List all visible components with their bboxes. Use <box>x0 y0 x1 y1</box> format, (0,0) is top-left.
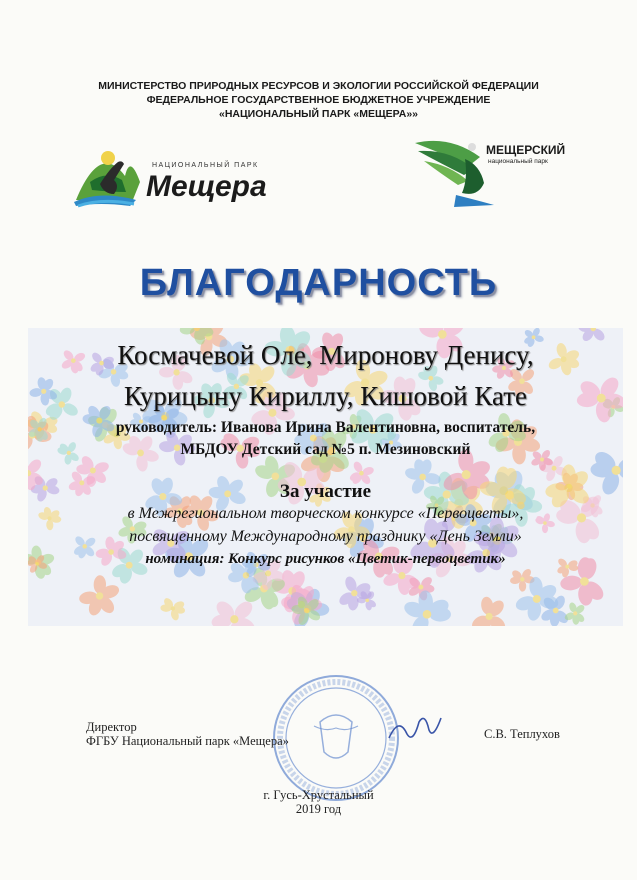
footer-role-1: Директор <box>86 720 137 734</box>
header-ministry: МИНИСТЕРСТВО ПРИРОДНЫХ РЕСУРСОВ И ЭКОЛОГИИ РОССИЙСКОЙ ФЕДЕРАЦИИ <box>98 80 539 92</box>
contest-line-2: посвященному Международному празднику «День Земли» <box>129 528 522 545</box>
signature-icon <box>385 708 445 748</box>
footer-signer: С.В. Теплухов <box>484 727 560 741</box>
logo-meshchera <box>70 140 300 212</box>
footer-year: 2019 год <box>295 802 342 816</box>
leader-line: руководитель: Иванова Ирина Валентиновна, воспитатель, <box>115 419 536 436</box>
nomination-line: номинация: Конкурс рисунков «Цветик-первоцветик» <box>145 551 506 567</box>
for-participation: За участие <box>279 481 372 502</box>
floral-background <box>28 328 623 626</box>
logo-right-big-text: МЕЩЕРСКИЙ <box>486 143 566 157</box>
recipients-line-2: Курицыну Кириллу, Кишовой Кате <box>123 381 528 411</box>
logo-left-big-text: Мещера <box>146 170 267 203</box>
organization-line: МБДОУ Детский сад №5 п. Мезиновский <box>180 441 471 458</box>
logo-left-small-text: НАЦИОНАЛЬНЫЙ ПАРК <box>152 162 259 169</box>
certificate-title: БЛАГОДАРНОСТЬ <box>139 262 498 304</box>
header-institution: ФЕДЕРАЛЬНОЕ ГОСУДАРСТВЕННОЕ БЮДЖЕТНОЕ УЧРЕЖДЕНИЕ <box>146 94 491 106</box>
footer-role-2: ФГБУ Национальный парк «Мещера» <box>86 734 289 748</box>
footer-city: г. Гусь-Хрустальный <box>263 788 374 802</box>
contest-line-1: в Межрегиональном творческом конкурсе «Первоцветы», <box>127 505 524 522</box>
flowers-pattern-icon <box>28 328 623 626</box>
round-stamp-icon <box>270 672 402 804</box>
logo-meshchersky <box>410 135 600 210</box>
header-park: «НАЦИОНАЛЬНЫЙ ПАРК «МЕЩЕРА»» <box>218 108 419 120</box>
recipients-line-1: Космачевой Оле, Миронову Денису, <box>117 340 534 370</box>
logo-right-small-text: национальный парк <box>488 158 548 165</box>
